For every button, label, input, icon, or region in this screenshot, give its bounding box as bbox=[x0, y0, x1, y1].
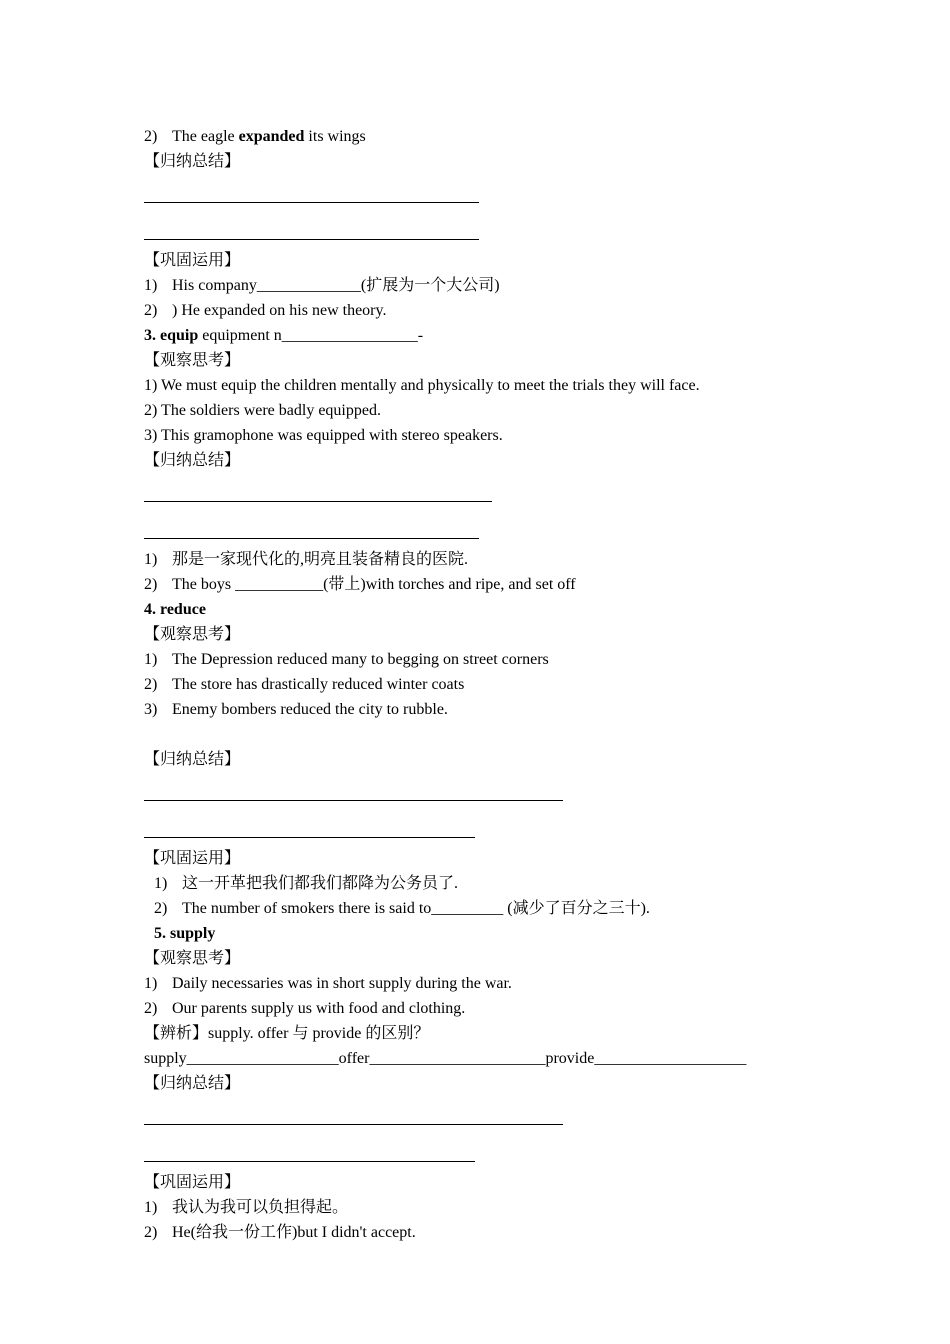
exercise-text: 那是一家现代化的,明亮且装备精良的医院. bbox=[172, 551, 469, 568]
answer-line[interactable] bbox=[144, 473, 844, 510]
section-title bbox=[144, 323, 844, 348]
exercise-item bbox=[144, 572, 844, 597]
example-number: 3) bbox=[144, 701, 158, 718]
example-text: The Depression reduced many to begging on street corners bbox=[172, 651, 549, 668]
worksheet-page bbox=[144, 124, 844, 1245]
spacer bbox=[144, 722, 844, 747]
example-text: its wings bbox=[304, 128, 366, 145]
summary-heading: 【归纳总结】 bbox=[144, 751, 241, 768]
summary-heading: 【归纳总结】 bbox=[144, 1075, 241, 1092]
analysis-text: supply. offer 与 provide 的区别？ bbox=[208, 1025, 430, 1042]
analysis-heading: 【辨析】 bbox=[144, 1025, 209, 1042]
exercise-item bbox=[144, 547, 844, 572]
answer-line[interactable] bbox=[144, 510, 844, 547]
answer-line[interactable] bbox=[144, 772, 844, 809]
exercise-item bbox=[144, 273, 844, 298]
exercise-number: 1) bbox=[144, 277, 158, 294]
exercise-item bbox=[144, 1220, 844, 1245]
answer-line[interactable] bbox=[144, 1133, 844, 1170]
observe-example bbox=[144, 124, 844, 149]
example-text: The eagle bbox=[172, 128, 239, 145]
exercise-number: 2) bbox=[144, 576, 158, 593]
exercise-text: He(给我一份工作)but I didn't accept. bbox=[172, 1224, 416, 1241]
answer-line[interactable] bbox=[144, 809, 844, 846]
section-keyword: 3. equip bbox=[144, 327, 199, 344]
exercise-text: The boys ___________(带上)with torches and ripe, and set off bbox=[172, 576, 576, 593]
section-title-rest: equipment n_________________- bbox=[198, 327, 424, 344]
answer-line[interactable] bbox=[144, 174, 844, 211]
section-keyword: 4. reduce bbox=[144, 601, 206, 618]
observe-example bbox=[144, 697, 844, 722]
example-number: 1) bbox=[144, 651, 158, 668]
observe-example bbox=[144, 647, 844, 672]
exercise-text: The number of smokers there is said to_________ (减少了百分之三十). bbox=[182, 900, 650, 917]
exercise-number: 2) bbox=[144, 302, 158, 319]
observe-example: 2) The soldiers were badly equipped. bbox=[144, 402, 381, 419]
section-title bbox=[144, 921, 844, 946]
exercise-number: 2) bbox=[154, 900, 168, 917]
example-number: 2) bbox=[144, 676, 158, 693]
example-text: Our parents supply us with food and clothing. bbox=[172, 1000, 466, 1017]
observe-example bbox=[144, 971, 844, 996]
exercise-number: 1) bbox=[144, 551, 158, 568]
exercise-item bbox=[144, 298, 844, 323]
observe-example: 1) We must equip the children mentally and physically to meet the trials they will face. bbox=[144, 377, 700, 394]
answer-line[interactable] bbox=[144, 211, 844, 248]
summary-heading: 【归纳总结】 bbox=[144, 153, 241, 170]
analysis-prompt bbox=[144, 1021, 844, 1046]
observe-example bbox=[144, 996, 844, 1021]
example-number: 2) bbox=[144, 128, 158, 145]
exercise-text: His company_____________(扩展为一个大公司) bbox=[172, 277, 500, 294]
section-title bbox=[144, 597, 844, 622]
exercise-number: 1) bbox=[144, 1199, 158, 1216]
observe-heading: 【观察思考】 bbox=[144, 352, 241, 369]
example-number: 1) bbox=[144, 975, 158, 992]
consolidate-heading: 【巩固运用】 bbox=[144, 850, 241, 867]
exercise-text: ) He expanded on his new theory. bbox=[172, 302, 387, 319]
example-number: 2) bbox=[144, 1000, 158, 1017]
exercise-number: 2) bbox=[144, 1224, 158, 1241]
observe-example bbox=[144, 672, 844, 697]
exercise-text: 我认为我可以负担得起。 bbox=[172, 1199, 349, 1216]
consolidate-heading: 【巩固运用】 bbox=[144, 1174, 241, 1191]
exercise-item bbox=[144, 896, 844, 921]
exercise-text: 这一开革把我们都我们都降为公务员了. bbox=[182, 875, 459, 892]
example-text: Enemy bombers reduced the city to rubble. bbox=[172, 701, 448, 718]
observe-heading: 【观察思考】 bbox=[144, 626, 241, 643]
consolidate-heading: 【巩固运用】 bbox=[144, 252, 241, 269]
exercise-number: 1) bbox=[154, 875, 168, 892]
example-text: Daily necessaries was in short supply during the war. bbox=[172, 975, 512, 992]
exercise-item bbox=[144, 1195, 844, 1220]
answer-line[interactable] bbox=[144, 1096, 844, 1133]
exercise-item bbox=[144, 871, 844, 896]
example-text: The store has drastically reduced winter coats bbox=[172, 676, 465, 693]
summary-heading: 【归纳总结】 bbox=[144, 452, 241, 469]
section-keyword: 5. supply bbox=[154, 925, 216, 942]
example-keyword: expanded bbox=[238, 128, 305, 145]
observe-heading: 【观察思考】 bbox=[144, 950, 241, 967]
observe-example: 3) This gramophone was equipped with stereo speakers. bbox=[144, 427, 503, 444]
compare-fill-line[interactable]: supply___________________offer______________________provide___________________ bbox=[144, 1050, 747, 1067]
